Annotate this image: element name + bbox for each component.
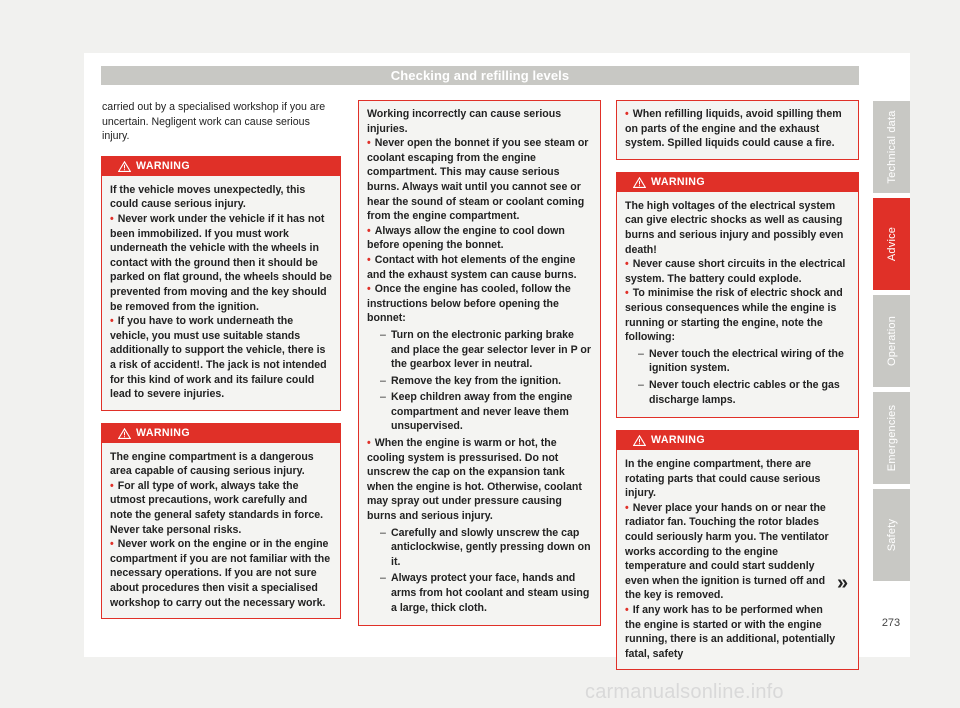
tab-label: Advice xyxy=(885,226,898,262)
column-3 xyxy=(616,100,859,682)
warning-bullet: • Always allow the engine to cool down before opening the bonnet. xyxy=(367,224,565,252)
page-title: Checking and refilling levels xyxy=(101,66,859,85)
warning-subitem: – Carefully and slowly unscrew the cap anticlockwise, gently pressing down on it. xyxy=(380,526,592,570)
tab-technical-data[interactable] xyxy=(873,101,910,193)
warning-lead: The engine compartment is a dangerous area capable of causing serious injury. xyxy=(110,450,314,478)
warning-box-continued xyxy=(358,100,601,626)
warning-triangle-icon xyxy=(118,428,131,439)
warning-lead: Working incorrectly can cause serious injuries. xyxy=(367,108,562,135)
warning-bullet: • Never open the bonnet if you see steam or coolant escaping from the engine compartment. This may cause serious burns. Always wait until you cannot see or hear the sound of steam or coolant coming from the engine compartment. xyxy=(367,137,589,223)
column-1 xyxy=(101,100,341,631)
warning-bullet: • Never cause short circuits in the electrical system. The battery could explode. xyxy=(625,258,846,285)
warning-triangle-icon xyxy=(633,435,646,446)
warning-bullet: • Contact with hot elements of the engine and the exhaust system can cause burns. xyxy=(367,253,577,281)
warning-label: WARNING xyxy=(651,175,705,188)
tab-label: Emergencies xyxy=(885,404,898,472)
warning-label: WARNING xyxy=(136,426,190,439)
tab-label: Safety xyxy=(885,518,898,552)
tab-operation[interactable] xyxy=(873,295,910,387)
watermark: carmanualsonline.info xyxy=(585,681,784,703)
continue-arrow-icon: » xyxy=(837,572,849,594)
warning-bullet: • Never work on the engine or in the engine compartment if you are not familiar with the necessary operations. If you are not sure about procedures then visit a specialised workshop to carry out the necessary work. xyxy=(110,538,331,609)
warning-triangle-icon xyxy=(633,177,646,188)
warning-bullet: • Never place your hands on or near the radiator fan. Touching the rotor blades could seriously harm you. The ventilator works according to the engine temperature and could start suddenly even when the ignition is turned off and the key is removed. xyxy=(625,501,829,602)
warning-bullet: • Never work under the vehicle if it has not been immobilized. If you must work underneath the vehicle with the wheels in contact with the ground then it should be parked on flat ground, the wheels should be prevented from moving and the key should be removed from the ignition. xyxy=(110,212,332,313)
warning-bullet: • To minimise the risk of electric shock and serious consequences while the engine is running or starting the engine, note the following: xyxy=(625,287,843,344)
warning-lead: In the engine compartment, there are rotating parts that could cause serious injury. xyxy=(625,458,821,500)
warning-box-rotating-parts xyxy=(616,430,859,670)
warning-header xyxy=(617,431,858,450)
warning-subitem: – Keep children away from the engine compartment and never leave them unsupervised. xyxy=(380,390,592,434)
tab-label: Technical data xyxy=(885,110,898,184)
warning-triangle-icon xyxy=(118,161,131,172)
warning-bullet: • When refilling liquids, avoid spilling them on parts of the engine and the exhaust system. Spilled liquids could cause a fire. xyxy=(625,108,842,150)
warning-header xyxy=(617,173,858,192)
warning-bullet: • If any work has to be performed when the engine is started or with the engine running, there is an additional, potentially fatal, safety xyxy=(625,604,836,660)
warning-bullet: • When the engine is warm or hot, the cooling system is pressurised. Do not unscrew the cap on the expansion tank when the engine is hot. Otherwise, coolant may spray out under pressure causing burns and serious injury. xyxy=(367,437,582,523)
tab-emergencies[interactable] xyxy=(873,392,910,484)
warning-bullet: • If you have to work underneath the vehicle, you must use suitable stands additionally to support the vehicle, there is a risk of accident!. The jack is not intended for this kind of work and its failure could lead to severe injuries. xyxy=(110,315,327,401)
warning-box-engine-compartment xyxy=(101,423,341,620)
warning-subitem: – Never touch electric cables or the gas discharge lamps. xyxy=(638,378,850,407)
warning-header xyxy=(102,424,340,443)
warning-bullet: • For all type of work, always take the utmost precautions, work carefully and note the general safety standards in force. Never take personal risks. xyxy=(110,479,324,536)
warning-subitem: – Remove the key from the ignition. xyxy=(380,374,592,389)
page-number: 273 xyxy=(881,617,901,629)
warning-header xyxy=(102,157,340,176)
warning-box-vehicle-moves xyxy=(101,156,341,411)
intro-text: carried out by a specialised workshop if you are uncertain. Negligent work can cause serious injury. xyxy=(102,101,326,143)
warning-subitem: – Never touch the electrical wiring of the ignition system. xyxy=(638,347,850,376)
tab-safety[interactable] xyxy=(873,489,910,581)
tab-advice[interactable] xyxy=(873,198,910,290)
tab-label: Operation xyxy=(885,315,898,367)
warning-box-continued-refill xyxy=(616,100,859,160)
warning-label: WARNING xyxy=(651,434,705,447)
warning-box-high-voltage xyxy=(616,172,859,418)
warning-subitem: – Always protect your face, hands and arms from hot coolant and steam using a large, thick cloth. xyxy=(380,571,592,615)
warning-label: WARNING xyxy=(136,159,190,172)
warning-lead: The high voltages of the electrical system can give electric shocks as well as causing burns and serious injury and possibly even death! xyxy=(625,199,844,256)
warning-subitem: – Turn on the electronic parking brake and place the gear selector lever in P or the gearbox lever in neutral. xyxy=(380,328,592,372)
warning-bullet: • Once the engine has cooled, follow the instructions below before opening the bonnet: xyxy=(367,283,571,325)
column-2 xyxy=(358,100,601,638)
warning-lead: If the vehicle moves unexpectedly, this could cause serious injury. xyxy=(110,183,306,211)
